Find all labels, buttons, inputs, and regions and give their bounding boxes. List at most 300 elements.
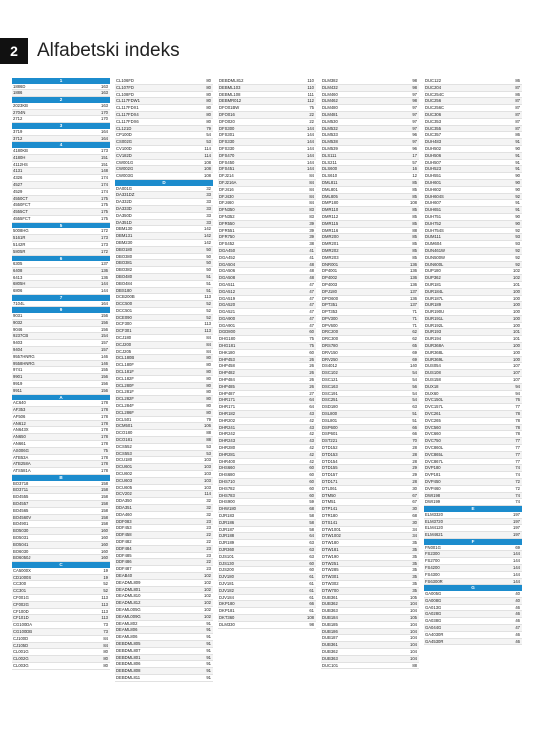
model-code: DUB186 xyxy=(322,628,338,634)
index-entry xyxy=(218,425,316,432)
model-code: DEBDML808 xyxy=(116,668,141,674)
index-entry xyxy=(115,153,213,160)
index-entry xyxy=(115,410,213,417)
model-code: DUH604S xyxy=(425,193,444,199)
index-entry xyxy=(424,465,522,472)
page-ref: 33 xyxy=(206,205,211,211)
index-entry xyxy=(218,126,316,133)
model-code: CJ105D xyxy=(13,642,29,648)
model-code: DGA511 xyxy=(219,281,235,287)
index-entry xyxy=(321,234,419,241)
index-entry xyxy=(115,206,213,213)
page-ref: 50 xyxy=(206,253,211,259)
page-ref: 108 xyxy=(410,200,417,206)
page-ref: 178 xyxy=(101,427,108,433)
index-entry xyxy=(424,105,522,112)
model-code: DCU601 xyxy=(116,464,133,470)
page-ref: 66 xyxy=(412,424,417,430)
index-entry xyxy=(424,579,522,586)
index-entry xyxy=(218,561,316,568)
index-entry xyxy=(321,486,419,493)
page-ref: 175 xyxy=(101,209,108,215)
model-code: DUC254C xyxy=(425,91,445,97)
model-code: DHK180 xyxy=(219,349,235,355)
index-entry xyxy=(321,547,419,554)
model-code: DEADML812 xyxy=(116,600,141,606)
index-entry xyxy=(115,607,213,614)
model-code: DTW302 xyxy=(322,580,339,586)
model-code: DTR180 xyxy=(322,513,338,518)
model-code: DVP180 xyxy=(425,465,441,471)
model-code: DBM130 xyxy=(116,226,133,232)
index-entry xyxy=(424,241,522,248)
page-ref: 92 xyxy=(515,261,520,267)
model-code: DUB362 xyxy=(322,648,338,654)
model-code: DDF083 xyxy=(116,518,132,524)
index-entry xyxy=(321,561,419,568)
page-ref: 85 xyxy=(412,241,417,247)
page-ref: 105 xyxy=(410,594,417,600)
model-code: DKT360 xyxy=(219,614,235,620)
model-code: GA044G xyxy=(425,624,442,630)
model-code: DA331DZ xyxy=(116,192,135,198)
model-code: 4131 xyxy=(13,168,23,174)
index-entry xyxy=(321,506,419,513)
model-code: DHR280 xyxy=(219,445,236,451)
page-ref: 88 xyxy=(206,437,211,443)
index-entry xyxy=(12,361,110,368)
index-entry xyxy=(424,139,522,146)
index-entry xyxy=(115,587,213,594)
page-ref: 80 xyxy=(206,362,211,368)
page-ref: 80 xyxy=(206,118,211,124)
index-entry xyxy=(321,126,419,133)
index-entry xyxy=(115,146,213,153)
index-entry xyxy=(424,214,522,221)
page-ref: 100 xyxy=(513,302,520,308)
index-entry xyxy=(115,247,213,254)
model-code: DUX60 xyxy=(425,390,439,396)
index-entry xyxy=(321,615,419,622)
page-ref: 39 xyxy=(309,220,314,226)
index-entry xyxy=(115,627,213,634)
page-ref: 51 xyxy=(412,411,417,417)
page-ref: 102 xyxy=(204,606,211,612)
page-ref: 76 xyxy=(515,397,520,403)
page-ref: 33 xyxy=(206,192,211,198)
index-entry xyxy=(424,545,522,552)
index-entry xyxy=(424,512,522,519)
model-code: CD1000S xyxy=(13,574,32,580)
index-columns xyxy=(12,78,524,746)
index-entry xyxy=(218,493,316,500)
index-entry xyxy=(115,621,213,628)
page-ref: 102 xyxy=(513,268,520,274)
index-entry xyxy=(115,199,213,206)
index-entry xyxy=(115,573,213,580)
page-ref: 97 xyxy=(412,111,417,117)
model-code: DBO484 xyxy=(116,280,133,286)
page-ref: 98 xyxy=(412,84,417,90)
page-ref: 158 xyxy=(101,480,108,486)
model-code: DUC306 xyxy=(425,111,442,117)
index-entry xyxy=(12,155,110,162)
model-code: 9403 xyxy=(13,340,23,346)
model-code: DHR241 xyxy=(219,424,236,430)
page-ref: 47 xyxy=(309,322,314,328)
page-ref: 84 xyxy=(206,348,211,354)
page-ref: 68 xyxy=(309,506,314,512)
page-ref: 60 xyxy=(309,485,314,491)
index-entry xyxy=(424,234,522,241)
model-code: DLS600 xyxy=(322,166,338,172)
page-ref: 104 xyxy=(410,601,417,607)
model-code: DCC501 xyxy=(116,307,133,313)
page-ref: 78 xyxy=(515,424,520,430)
index-entry xyxy=(321,554,419,561)
model-code: DGA506 xyxy=(219,268,236,274)
page-ref: 136 xyxy=(101,274,108,280)
model-code: DBO382 xyxy=(116,267,133,273)
model-code: DFO020 xyxy=(219,118,235,124)
model-code: DUH551 xyxy=(425,173,442,179)
model-code: BO5041 xyxy=(13,541,29,547)
index-entry xyxy=(321,601,419,608)
model-code: 3712 xyxy=(13,135,23,141)
page-ref: 71 xyxy=(412,309,417,315)
section-heading: 1 xyxy=(12,78,110,84)
page-ref: 80 xyxy=(206,78,211,83)
page-ref: 52 xyxy=(206,314,211,320)
index-entry xyxy=(218,595,316,602)
model-code: DGD800 xyxy=(219,329,236,335)
index-column-3 xyxy=(218,78,316,629)
index-entry xyxy=(321,289,419,296)
index-entry xyxy=(218,153,316,160)
model-code: DHG180 xyxy=(219,336,236,342)
model-code: DMR202 xyxy=(322,247,339,253)
model-code: DUC204 xyxy=(425,84,442,90)
index-entry xyxy=(424,486,522,493)
model-code: DGA512 xyxy=(219,288,236,294)
index-entry xyxy=(115,485,213,492)
model-code: DCB200B xyxy=(116,294,135,300)
page-ref: 80 xyxy=(206,91,211,97)
model-code: CV182D xyxy=(116,152,132,158)
index-entry xyxy=(321,363,419,370)
section-heading: 5 xyxy=(12,223,110,229)
page-ref: 113 xyxy=(101,594,108,600)
page-ref: 157 xyxy=(101,347,108,353)
page-ref: 35 xyxy=(412,553,417,559)
page-ref: 100 xyxy=(513,356,520,362)
page-ref: 26 xyxy=(309,377,314,383)
page-ref: 51 xyxy=(412,417,417,423)
index-entry xyxy=(115,166,213,173)
model-code: DA351D xyxy=(116,219,132,225)
index-entry xyxy=(115,132,213,139)
index-entry xyxy=(12,182,110,189)
model-code: DUM604 xyxy=(425,241,442,247)
model-code: FN001G xyxy=(425,544,441,550)
model-code: GA013G xyxy=(425,604,442,610)
page-ref: 79 xyxy=(206,416,211,422)
index-entry xyxy=(218,418,316,425)
index-entry xyxy=(115,321,213,328)
page-ref: 178 xyxy=(101,468,108,474)
model-code: DFJ216A xyxy=(219,179,237,185)
page-ref: 47 xyxy=(515,624,520,630)
index-entry xyxy=(115,369,213,376)
index-entry xyxy=(321,200,419,207)
page-ref: 64 xyxy=(309,397,314,403)
page-ref: 90 xyxy=(515,186,520,192)
index-entry xyxy=(115,92,213,99)
model-code: DP4001 xyxy=(322,268,338,274)
model-code: DWI198 xyxy=(425,492,441,498)
index-entry xyxy=(321,438,419,445)
page-ref: 91 xyxy=(515,200,520,206)
model-code: DUC353 xyxy=(425,118,442,124)
index-entry xyxy=(321,329,419,336)
page-ref: 77 xyxy=(515,451,520,457)
index-entry xyxy=(424,431,522,438)
index-entry xyxy=(321,527,419,534)
index-entry xyxy=(321,214,419,221)
index-entry xyxy=(115,389,213,396)
page-ref: 38 xyxy=(309,241,314,247)
model-code: 4550CT xyxy=(13,195,28,201)
index-entry xyxy=(424,598,522,605)
model-code: DVC860L xyxy=(425,445,444,451)
page-ref: 43 xyxy=(309,438,314,444)
page-ref: 63 xyxy=(309,540,314,546)
index-entry xyxy=(115,119,213,126)
page-ref: 148 xyxy=(101,168,108,174)
page-ref: 42 xyxy=(309,451,314,457)
page-ref: 60 xyxy=(309,479,314,485)
model-code: DCJ200 xyxy=(116,341,132,347)
model-code: GA4030R xyxy=(425,631,444,637)
index-entry xyxy=(424,207,522,214)
model-code: DFS330 xyxy=(219,145,235,151)
model-code: DMR200 xyxy=(322,234,339,240)
index-entry xyxy=(321,350,419,357)
page-ref: 80 xyxy=(206,98,211,104)
page-ref: 80 xyxy=(103,662,108,668)
model-code: AN661 xyxy=(13,441,26,446)
page-ref: 92 xyxy=(515,254,520,260)
model-code: DEBDML807 xyxy=(116,647,141,653)
model-code: DCO180 xyxy=(116,430,133,436)
model-code: DUR368A xyxy=(425,343,444,349)
model-code: DJR183 xyxy=(219,513,235,518)
index-entry xyxy=(321,425,419,432)
index-entry xyxy=(424,551,522,558)
page-ref: 160 xyxy=(101,534,108,540)
index-entry xyxy=(321,105,419,112)
page-ref: 77 xyxy=(515,438,520,444)
model-code: DCL286F xyxy=(116,409,134,415)
model-code: CL121D xyxy=(116,125,132,131)
model-code: DGA520 xyxy=(219,302,236,308)
model-code: DMR201 xyxy=(322,241,339,247)
page-ref: 87 xyxy=(515,111,520,117)
index-entry xyxy=(321,343,419,350)
index-entry xyxy=(218,214,316,221)
index-entry xyxy=(218,268,316,275)
page-ref: 156 xyxy=(101,319,108,325)
page-ref: 144 xyxy=(101,288,108,294)
index-entry xyxy=(424,268,522,275)
page-ref: 19 xyxy=(103,567,108,573)
index-entry xyxy=(424,472,522,479)
index-entry xyxy=(424,85,522,92)
model-code: DLM539 xyxy=(322,145,338,151)
model-code: 5142R xyxy=(13,241,26,247)
index-entry xyxy=(12,421,110,428)
index-entry xyxy=(12,434,110,441)
page-ref: 136 xyxy=(410,268,417,274)
page-ref: 22 xyxy=(206,559,211,565)
index-entry xyxy=(12,441,110,448)
model-code: CF001G xyxy=(13,594,29,600)
model-code: DEBML108 xyxy=(219,91,241,97)
index-entry xyxy=(12,268,110,275)
index-entry xyxy=(424,459,522,466)
model-code: DKP180 xyxy=(219,601,235,607)
page-ref: 40 xyxy=(515,590,520,596)
model-code: DVC157L xyxy=(425,404,444,410)
index-entry xyxy=(12,216,110,223)
index-entry xyxy=(115,288,213,295)
page-ref: 71 xyxy=(412,315,417,321)
index-entry xyxy=(115,539,213,546)
model-code: DDF458 xyxy=(116,532,132,538)
model-code: CL001G xyxy=(13,649,29,655)
index-entry xyxy=(321,275,419,282)
index-entry xyxy=(218,622,316,629)
model-code: DCL284F xyxy=(116,403,134,409)
index-entry xyxy=(424,558,522,565)
page-ref: 91 xyxy=(515,139,520,145)
page-ref: 110 xyxy=(307,84,314,90)
model-code: 5008HG xyxy=(13,228,29,234)
page-ref: 61 xyxy=(309,594,314,600)
page-ref: 91 xyxy=(206,647,211,653)
index-entry xyxy=(424,200,522,207)
page-ref: 100 xyxy=(513,309,520,315)
index-entry xyxy=(424,404,522,411)
page-ref: 101 xyxy=(513,336,520,342)
model-code: DNR001 xyxy=(322,261,339,267)
index-entry xyxy=(12,615,110,622)
model-code: DVC750 xyxy=(425,438,441,444)
index-entry xyxy=(321,228,419,235)
index-entry xyxy=(12,609,110,616)
index-entry xyxy=(424,146,522,153)
page-ref: 144 xyxy=(513,564,520,570)
page-ref: 84 xyxy=(309,200,314,206)
index-entry xyxy=(12,427,110,434)
model-code: DEAML005G xyxy=(116,606,141,612)
model-code: DEBDML801 xyxy=(116,654,141,660)
model-code: DCU603 xyxy=(116,477,133,483)
model-code: DCM501 xyxy=(116,423,133,429)
model-code: 4180H xyxy=(13,154,26,160)
index-entry xyxy=(321,78,419,85)
page-ref: 54 xyxy=(412,370,417,376)
model-code: DML801 xyxy=(322,186,338,192)
model-code: DUH602 xyxy=(425,186,442,192)
page-ref: 158 xyxy=(101,521,108,527)
index-entry xyxy=(115,294,213,301)
page-ref: 67 xyxy=(412,499,417,505)
model-code: DCE090 xyxy=(116,314,132,320)
model-code: DFJ416 xyxy=(219,186,234,192)
section-heading: F xyxy=(424,539,522,545)
model-code: 6413 xyxy=(13,274,23,280)
page-ref: 137 xyxy=(101,261,108,267)
page-ref: 41 xyxy=(309,254,314,260)
model-code: DCU180 xyxy=(116,457,133,463)
index-entry xyxy=(115,593,213,600)
index-entry xyxy=(115,267,213,274)
model-code: DFR550 xyxy=(219,220,235,226)
model-code: DEBDML805 xyxy=(116,640,141,646)
model-code: DJR189 xyxy=(219,540,235,546)
index-entry xyxy=(218,180,316,187)
page-ref: 101 xyxy=(513,329,520,335)
model-code: DA001G xyxy=(116,185,133,191)
model-code: DHP453 xyxy=(219,356,235,362)
index-entry xyxy=(218,173,316,180)
model-code: DGA900 xyxy=(219,315,236,321)
index-entry xyxy=(321,160,419,167)
page-ref: 105 xyxy=(410,614,417,620)
page-ref: 144 xyxy=(307,152,314,158)
page-ref: 54 xyxy=(412,397,417,403)
page-ref: 136 xyxy=(101,267,108,273)
model-code: DCS552 xyxy=(116,443,132,449)
index-entry xyxy=(321,635,419,642)
model-code: DCJ205 xyxy=(116,348,132,354)
page-ref: 41 xyxy=(309,247,314,253)
page-ref: 157 xyxy=(101,340,108,346)
model-code: 4112HS xyxy=(13,161,28,167)
page-ref: 98 xyxy=(412,98,417,104)
page-ref: 87 xyxy=(515,125,520,131)
page-ref: 91 xyxy=(515,166,520,172)
page-ref: 158 xyxy=(101,507,108,513)
index-entry xyxy=(12,595,110,602)
page-ref: 100 xyxy=(513,322,520,328)
model-code: CC301 xyxy=(13,588,27,594)
page-ref: 102 xyxy=(204,579,211,585)
model-code: DTW251 xyxy=(322,560,339,566)
index-entry xyxy=(321,316,419,323)
index-entry xyxy=(12,347,110,354)
index-entry xyxy=(321,268,419,275)
index-entry xyxy=(218,452,316,459)
index-entry xyxy=(218,241,316,248)
page-ref: 80 xyxy=(103,656,108,662)
model-code: DUH523 xyxy=(425,166,442,172)
index-entry xyxy=(424,350,522,357)
page-ref: 66 xyxy=(412,431,417,437)
model-code: DS4012 xyxy=(322,363,338,369)
index-entry xyxy=(424,160,522,167)
